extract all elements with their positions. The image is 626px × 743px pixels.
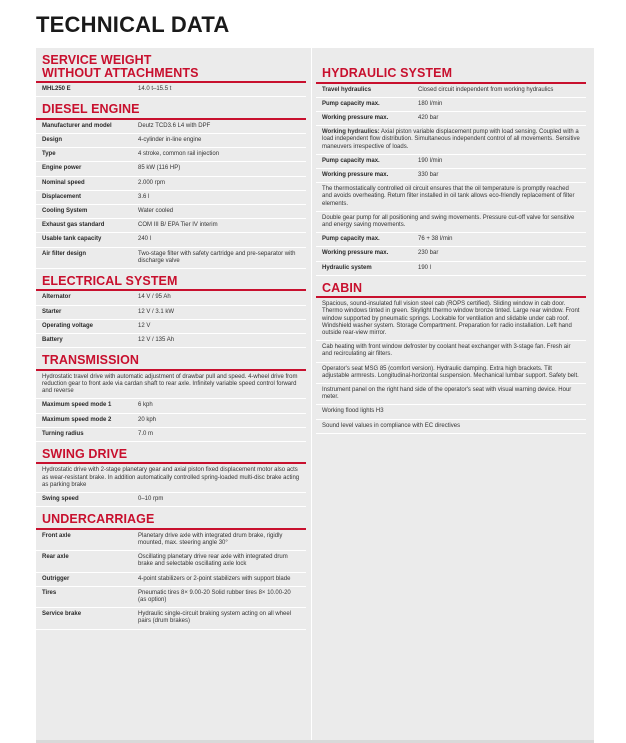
section-heading: SWING DRIVE: [42, 446, 128, 461]
spec-value: 190 l/min: [418, 157, 443, 164]
spec-row: [36, 205, 306, 219]
spec-row: [316, 262, 586, 276]
spec-label: Usable tank capacity: [42, 236, 102, 243]
page-title: TECHNICAL DATA: [36, 12, 230, 37]
gear-pump-description: Double gear pump for all positioning and swing movements. Pressure cut-off valve for sensitive and energy saving movements.: [316, 212, 586, 233]
spec-value: Planetary drive axle with integrated drum brake, rigidly mounted, max. steering angle 30°: [138, 532, 283, 546]
cabin-paragraph: Instrument panel on the right hand side of the operator's seat with visual warning device. Hour meter.: [316, 384, 586, 405]
spec-label: Hydraulic system: [322, 264, 372, 271]
spec-label: Starter: [42, 308, 62, 315]
section-cabin: [316, 276, 586, 434]
spec-label: Pump capacity max.: [322, 157, 380, 164]
spec-label: Pump capacity max.: [322, 100, 380, 107]
spec-label: Turning radius: [42, 430, 84, 437]
spec-label: Design: [42, 136, 63, 143]
section-undercarriage: [36, 507, 306, 629]
spec-row: [36, 608, 306, 629]
spec-label: Maximum speed mode 1: [42, 402, 112, 409]
spec-label: Air filter design: [42, 250, 87, 257]
spec-value: 12 V / 3.1 kW: [138, 308, 175, 315]
cabin-paragraph: Operator's seat MSG 85 (comfort version). Hydraulic damping. Extra high brackets. Tilt adjustable armrests. Longitudinal-horizontal suspension. Mechanical lumbar support. Safety belt.: [316, 363, 586, 384]
spec-value: 240 l: [138, 236, 152, 243]
spec-value: 14 V / 95 Ah: [138, 294, 171, 301]
spec-row: [36, 219, 306, 233]
spec-label: Manufacturer and model: [42, 122, 112, 129]
section-diesel-engine: [36, 97, 306, 269]
spec-row: [36, 414, 306, 428]
spec-value: 4-point stabilizers or 2-point stabilizers with support blade: [138, 575, 291, 582]
spec-label: Working pressure max.: [322, 250, 389, 257]
spec-value: 4-cylinder in-line engine: [138, 136, 202, 143]
spec-row: [316, 112, 586, 126]
spec-row: [36, 320, 306, 334]
spec-label: Battery: [42, 337, 63, 344]
spec-row: [36, 428, 306, 442]
column-divider: [311, 48, 312, 743]
spec-row: [36, 134, 306, 148]
section-heading: UNDERCARRIAGE: [42, 512, 155, 527]
spec-value: 180 l/min: [418, 100, 443, 107]
spec-row: [36, 587, 306, 608]
spec-row: [36, 530, 306, 551]
tech-data-panel: [36, 48, 594, 743]
spec-value: 0–10 rpm: [138, 496, 164, 503]
spec-label: Front axle: [42, 532, 71, 539]
spec-label: Tires: [42, 589, 57, 596]
working-hydraulics-description: [316, 126, 586, 155]
right-column: [316, 48, 586, 434]
spec-value: Pneumatic tires 8× 9.00-20 Solid rubber tires 8× 10.00-20 (as option): [138, 589, 291, 603]
spec-row: [36, 248, 306, 269]
spec-label: Pump capacity max.: [322, 236, 380, 243]
spec-value: 7.0 m: [138, 430, 154, 437]
spec-row: [36, 399, 306, 413]
spec-row: [316, 233, 586, 247]
spec-value: 3.6 l: [138, 193, 150, 200]
spec-row: [36, 551, 306, 572]
spec-value: Closed circuit independent from working hydraulics: [418, 86, 554, 93]
cabin-paragraph: Sound level values in compliance with EC directives: [316, 420, 586, 434]
spec-row: [316, 155, 586, 169]
section-service-weight: [36, 48, 306, 97]
spec-row: [36, 120, 306, 134]
spec-row: [316, 84, 586, 98]
section-heading: [36, 48, 306, 79]
spec-value: 420 bar: [418, 114, 439, 121]
spec-value: 12 V: [138, 322, 151, 329]
section-description: Hydrostatic drive with 2-stage planetary gear and axial piston fixed displacement motor also acts as wear-resistant brake. In addition automatically controlled spring-loaded multi-disc brake acting as parking brake: [36, 464, 306, 493]
section-heading: TRANSMISSION: [42, 353, 140, 368]
spec-label: Cooling System: [42, 207, 88, 214]
cabin-paragraph: Cab heating with front window defroster by coolant heat exchanger with 3-stage fan. Fresh air and recirculating air filters.: [316, 341, 586, 362]
spec-value: Two-stage filter with safety cartridge and pre-separator with discharge valve: [138, 250, 296, 264]
spec-row: [316, 169, 586, 183]
spec-row: [36, 291, 306, 305]
section-heading: DIESEL ENGINE: [42, 102, 140, 117]
spec-label: Service brake: [42, 611, 82, 618]
spec-label: Type: [42, 151, 56, 158]
spec-row: [36, 83, 306, 97]
section-electrical-system: [36, 269, 306, 348]
spec-row: [36, 233, 306, 247]
spec-row: [36, 573, 306, 587]
left-column: [36, 48, 306, 630]
spec-label: Maximum speed mode 2: [42, 416, 112, 423]
spec-row: [36, 162, 306, 176]
spec-value: Oscillating planetary drive rear axle with integrated drum brake and selectable oscillating axle lock: [138, 554, 288, 568]
spec-row: [36, 148, 306, 162]
spec-label: Exhaust gas standard: [42, 222, 105, 229]
spec-value: 6 kph: [138, 402, 153, 409]
spec-value: Hydraulic single-circuit braking system acting on all wheel pairs (drum brakes): [138, 611, 292, 625]
spec-label: Operating voltage: [42, 322, 94, 329]
spec-label: Rear axle: [42, 554, 69, 561]
spec-value: 12 V / 135 Ah: [138, 337, 175, 344]
spec-row: [36, 493, 306, 507]
working-hydraulics-label: Working hydraulics:: [322, 129, 380, 136]
spec-row: [36, 177, 306, 191]
heading-line-2: WITHOUT ATTACHMENTS: [42, 65, 199, 80]
spec-row: [36, 334, 306, 348]
spec-value: 20 kph: [138, 416, 157, 423]
spec-value: 190 l: [418, 264, 432, 271]
spec-label: Working pressure max.: [322, 171, 389, 178]
section-heading: CABIN: [322, 280, 363, 295]
spec-label: Outrigger: [42, 575, 70, 582]
spec-label: Working pressure max.: [322, 114, 389, 121]
spec-label: Engine power: [42, 165, 82, 172]
spec-value: Water cooled: [138, 207, 174, 214]
spec-value: 230 bar: [418, 250, 439, 257]
spec-value: 76 + 38 l/min: [418, 236, 453, 243]
section-heading: HYDRAULIC SYSTEM: [322, 66, 453, 80]
section-swing-drive: [36, 442, 306, 507]
cabin-paragraph: Spacious, sound-insulated full vision steel cab (ROPS certified). Sliding window in cab door. Thermo windows tinted in green. Skylight thermo window bronze tinted. Large rear window. Front window supported by pneumatic springs. Lockable for ventilation and slidable under cab roof. Windshield washer system. Storage Compartment. Preparation for radio installation. Left hand outside rear-view mirror.: [316, 298, 586, 341]
spec-value: 14.0 t–15.5 t: [138, 86, 172, 92]
spec-value: 2.000 rpm: [138, 179, 166, 186]
spec-value: 4 stroke, common rail injection: [138, 151, 220, 158]
spec-value: 85 kW (116 HP): [138, 165, 181, 172]
oil-circuit-description: The thermostatically controlled oil circuit ensures that the oil temperature is promptly reached and avoids overheating. Return filter installed in oil tank allows eco-friendly replacement of filter elements.: [316, 183, 586, 212]
section-heading: ELECTRICAL SYSTEM: [42, 273, 178, 288]
section-hydraulic-system: [316, 48, 586, 276]
spec-value: 330 bar: [418, 171, 439, 178]
spec-label: Travel hydraulics: [322, 86, 372, 93]
spec-row: [36, 306, 306, 320]
spec-value: Deutz TCD3.6 L4 with DPF: [138, 122, 211, 129]
section-transmission: [36, 348, 306, 442]
spec-label: Displacement: [42, 193, 82, 200]
spec-row: [36, 191, 306, 205]
spec-label: Nominal speed: [42, 179, 85, 186]
working-hydraulics-text: Axial piston variable displacement pump with load sensing. Coupled with a load independent flow distribution. Simultaneous independent control of all movements. Sensitive maneuvers irrespective of loads.: [322, 129, 580, 150]
section-description: Hydrostatic travel drive with automatic adjustment of drawbar pull and speed. 4-wheel drive from reduction gear to front axle via cardan shaft to rear axle. Infinitely variable speed control forward and reverse: [36, 371, 306, 400]
spec-label: Alternator: [42, 294, 71, 301]
heading-line-1: SERVICE WEIGHT: [42, 53, 152, 67]
spec-row: [316, 247, 586, 261]
spec-label: Swing speed: [42, 496, 79, 503]
spec-label: MHL250 E: [42, 86, 71, 92]
spec-value: COM III B/ EPA Tier IV interim: [138, 222, 218, 229]
cabin-paragraph: Working flood lights H3: [316, 405, 586, 419]
spec-row: [316, 98, 586, 112]
